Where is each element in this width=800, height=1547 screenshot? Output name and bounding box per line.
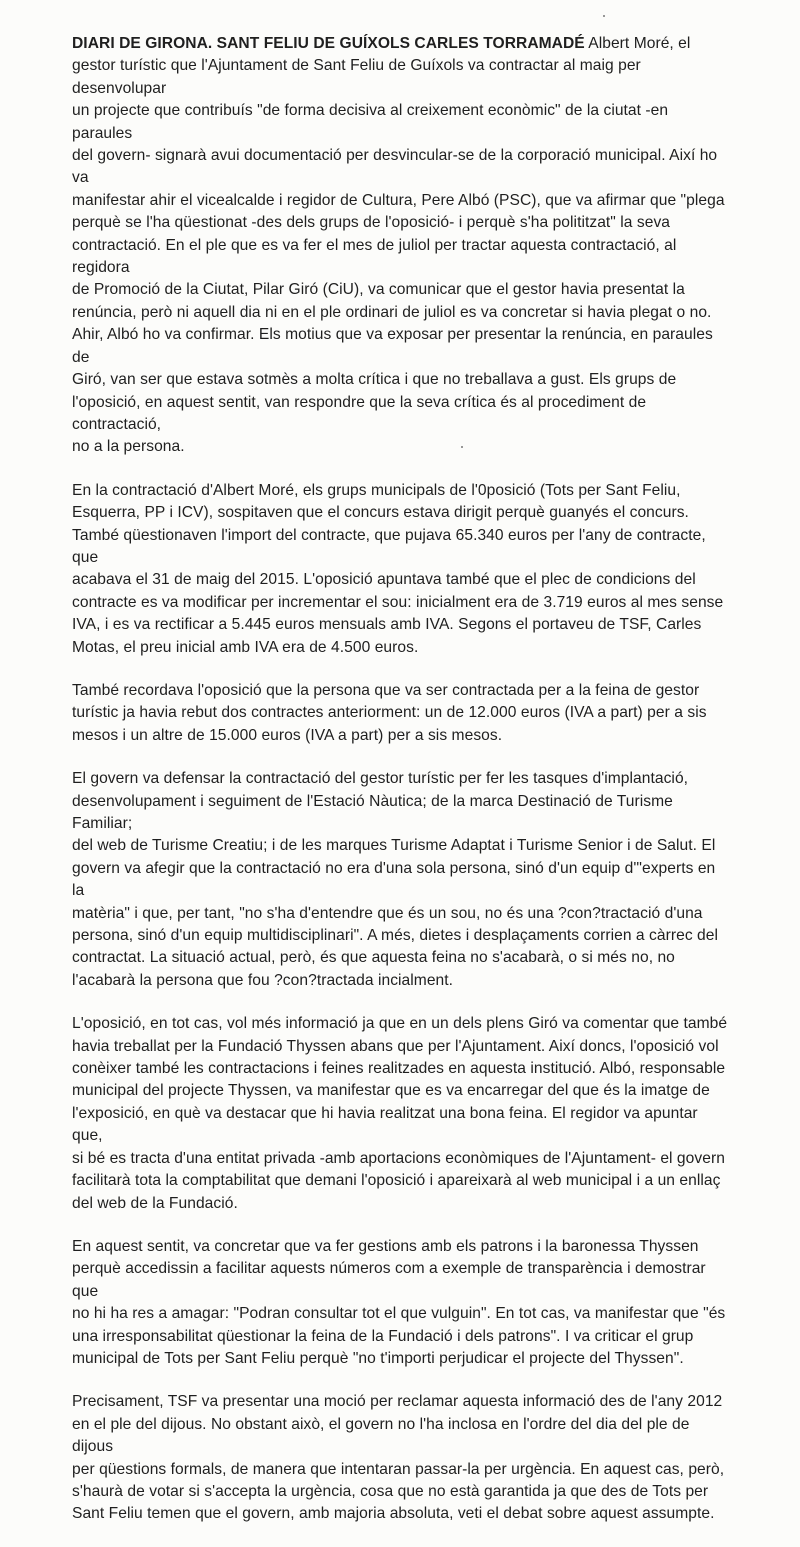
article-headline: DIARI DE GIRONA. SANT FELIU DE GUÍXOLS CARLES TORRAMADÉ (72, 35, 585, 52)
article-paragraph-7: Precisament, TSF va presentar una moció per reclamar aquesta informació des de l'any 2012 en el ple del dijous. No obstant això, el govern no l'ha inclosa en l'ordre del dia del ple de dijous per qüestions formals, de manera que intentaran passar-la per urgència. En aquest cas, però, s'haurà de votar si s'accepta la urgència, cosa que no està garantida ja que des de Tots per Sant Feliu temen que el govern, amb majoria absoluta, veti el debat sobre aquest assumpte. (72, 1393, 725, 1523)
article-paragraph-2: En la contractació d'Albert Moré, els grups municipals de l'0posició (Tots per Sant Feliu, Esquerra, PP i ICV), sospitaven que el concurs estava dirigit perquè guanyés el concurs. També qüestionaven l'import del contracte, que pujava 65.340 euros per l'any de contracte, que acabava el 31 de maig del 2015. L'oposició apuntava també que el plec de condicions del contracte es va modificar per incrementar el sou: inicialment era de 3.719 euros al mes sense IVA, i es va rectificar a 5.445 euros mensuals amb IVA. Segons el portaveu de TSF, Carles Motas, el preu inicial amb IVA era de 4.500 euros. (72, 481, 724, 656)
article-paragraph-6: En aquest sentit, va concretar que va fer gestions amb els patrons i la baronessa Thyssen perquè accedissin a facilitar aquests números com a exemple de transparència i demostrar que no hi ha res a amagar: "Podran consultar tot el que vulguin". En tot cas, va manifestar que "és una irresponsabilitat qüestionar la feina de la Fundació i dels patrons". I va criticar el grup municipal de Tots per Sant Feliu perquè "no t'importi perjudicar el projecte del Thyssen". (72, 1237, 726, 1367)
paragraph-1-text: Albert Moré, el gestor turístic que l'Ajuntament de Sant Feliu de Guíxols va contractar al maig per desenvolupar un projecte que contribuís "de forma decisiva al creixement econòmic" de la ciutat -en paraules del govern- signarà avui documentació per desvincular-se de la corporació municipal. Així ho va manifestar ahir el vicealcalde i regidor de Cultura, Pere Albó (PSC), que va afirmar que "plega perquè se l'ha qüestionat -des dels grups de l'oposició- i perquè s'ha polititzat" la seva contractació. En el ple que es va fer el mes de juliol per tractar aquesta contractació, al regidora de Promoció de la Ciutat, Pilar Giró (CiU), va comunicar que el gestor havia presentat la renúncia, però ni aquell dia ni en el ple ordinari de juliol es va concretar si havia plegat o no. Ahir, Albó ho va confirmar. Els motius que va exposar per presentar la renúncia, en paraules de Giró, van ser que estava sotmès a molta crítica i que no treballava a gust. Els grups de l'oposició, en aquest sentit, van respondre que la seva crítica és al procediment de contractació, no a la persona. (72, 35, 725, 456)
article-paragraph-5: L'oposició, en tot cas, vol més informació ja que en un dels plens Giró va comentar que també havia treballat per la Fundació Thyssen abans que per l'Ajuntament. Així doncs, l'oposició vol conèixer també les contractacions i feines realitzades en aquesta institució. Albó, responsable municipal del projecte Thyssen, va manifestar que es va encarregar del que és la imatge de l'exposició, en què va destacar que hi havia realitzat una bona feina. El regidor va apuntar que, si bé es tracta d'una entitat privada -amb aportacions econòmiques de l'Ajuntament- el govern facilitarà tota la comptabilitat que demani l'oposició i apareixarà al web municipal i a un enllaç del web de la Fundació. (72, 1015, 728, 1212)
article-paragraph-1 (72, 33, 728, 459)
article-paragraph-3: També recordava l'oposició que la persona que va ser contractada per a la feina de gestor turístic ja havia rebut dos contractes anteriorment: un de 12.000 euros (IVA a part) per a sis mesos i un altre de 15.000 euros (IVA a part) per a sis mesos. (72, 681, 707, 744)
article-page (72, 33, 728, 1547)
scan-speck (603, 15, 605, 17)
article-paragraph-4: El govern va defensar la contractació del gestor turístic per fer les tasques d'implantació, desenvolupament i seguiment de l'Estació Nàutica; de la marca Destinació de Turisme Familiar; del web de Turisme Creatiu; i de les marques Turisme Adaptat i Turisme Senior i de Salut. El govern va afegir que la contractació no era d'una sola persona, sinó d'un equip d'"experts en la matèria" i que, per tant, "no s'ha d'entendre que és un sou, no és una ?con?tractació d'una persona, sinó d'un equip multidisciplinari". A més, dietes i desplaçaments corrien a càrrec del contractat. La situació actual, però, és que aquesta feina no s'acabarà, o si més no, no l'acabarà la persona que fou ?con?tractada incialment. (72, 770, 719, 989)
